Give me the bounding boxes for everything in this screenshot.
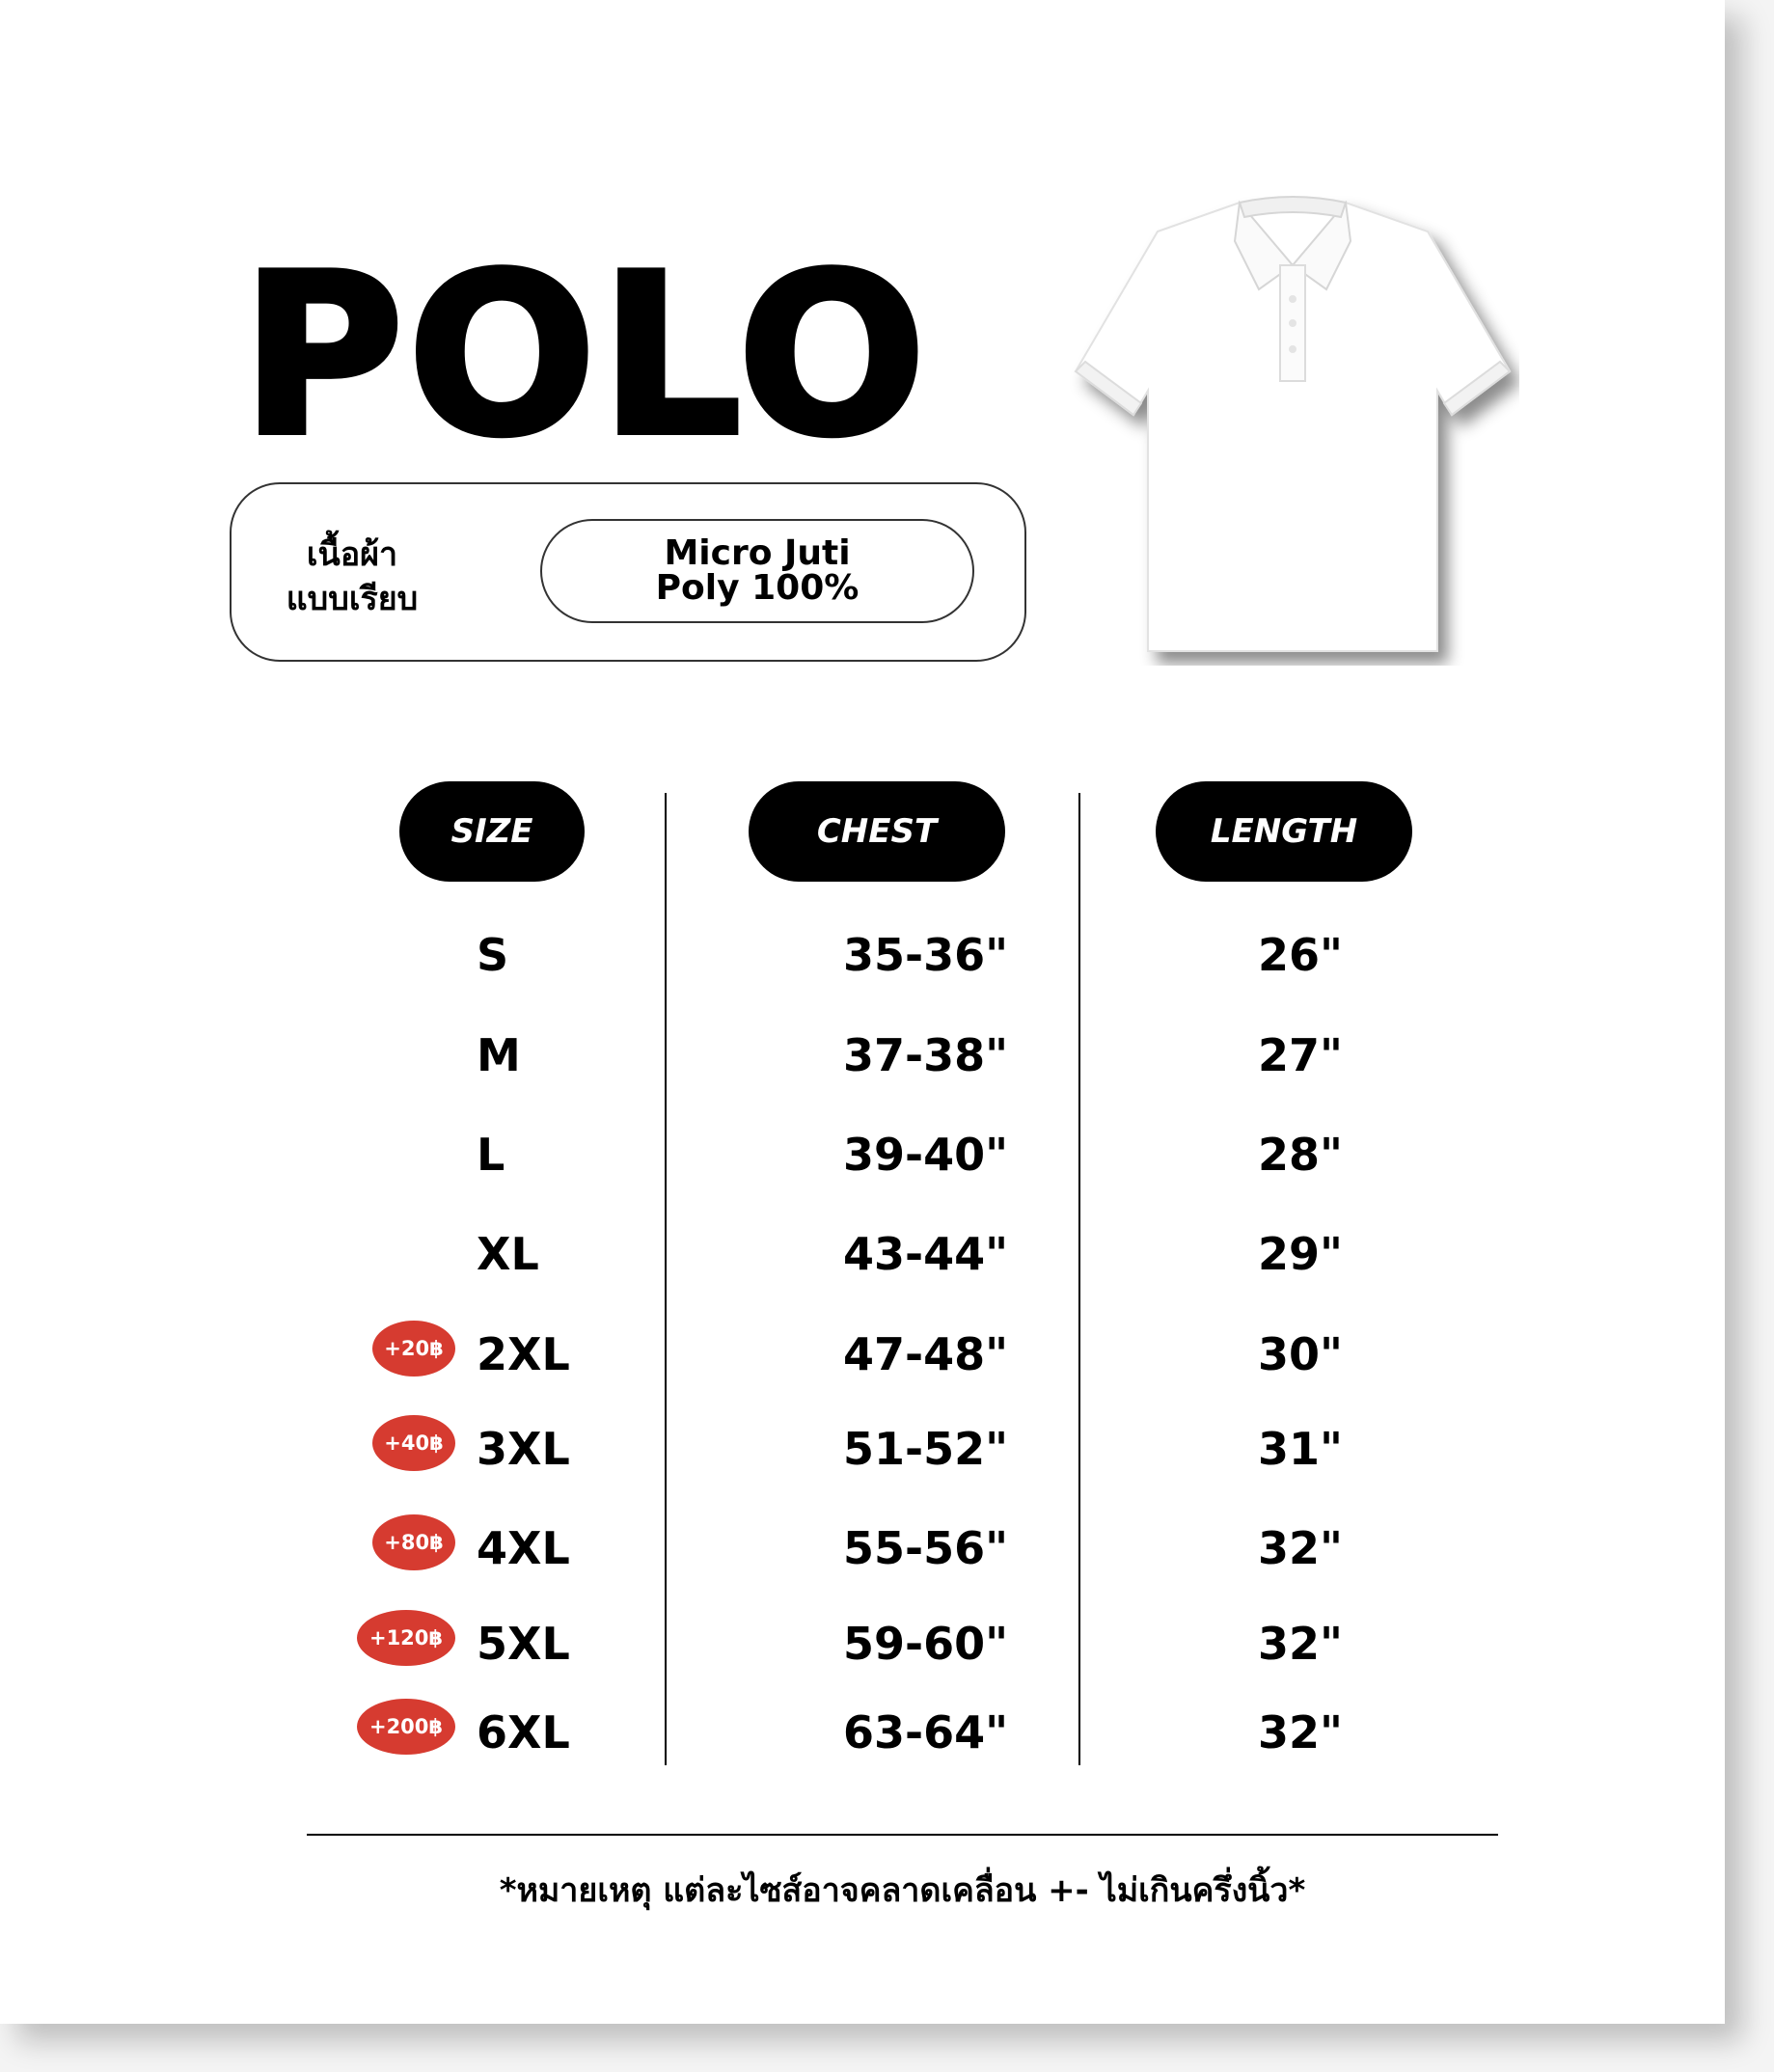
column-header-length: LENGTH [1156,781,1412,882]
surcharge-badge: +40฿ [372,1415,455,1471]
size-cell: 5XL [477,1618,570,1670]
length-cell: 31" [1258,1423,1343,1475]
column-header-chest: CHEST [749,781,1005,882]
chest-cell: 63-64" [843,1706,1009,1758]
surcharge-badge: +200฿ [357,1699,455,1755]
surcharge-badge: +20฿ [372,1321,455,1377]
column-header-size: SIZE [399,781,585,882]
surcharge-badge: +120฿ [357,1610,455,1666]
fabric-label-line: แบบเรียบ [286,580,419,618]
column-divider [1078,793,1080,1765]
fabric-info-box [230,482,1026,662]
fabric-value-line: Micro Juti [664,533,851,573]
length-cell: 32" [1258,1522,1343,1574]
column-divider [665,793,667,1765]
size-cell: XL [477,1228,539,1280]
fabric-value-line: Poly 100% [655,568,860,608]
chest-cell: 35-36" [843,929,1009,981]
surcharge-badge: +80฿ [372,1514,455,1570]
chest-cell: 37-38" [843,1029,1009,1081]
size-cell: L [477,1129,505,1181]
product-title: POLO [241,228,930,485]
length-cell: 28" [1258,1129,1343,1181]
chest-cell: 43-44" [843,1228,1009,1280]
polo-shirt-icon [1066,183,1519,666]
chest-cell: 59-60" [843,1618,1009,1670]
fabric-value-pill [540,519,974,623]
fabric-label [270,532,434,621]
size-cell: 3XL [477,1423,570,1475]
length-cell: 32" [1258,1618,1343,1670]
size-cell: 2XL [477,1328,570,1380]
chest-cell: 47-48" [843,1328,1009,1380]
length-cell: 26" [1258,929,1343,981]
length-cell: 27" [1258,1029,1343,1081]
size-cell: 6XL [477,1706,570,1758]
size-cell: M [477,1029,521,1081]
chest-cell: 55-56" [843,1522,1009,1574]
disclaimer-note: *หมายเหตุ แต่ละไซส์อาจคลาดเคลื่อน +- ไม่เกินครึ่งนิ้ว* [499,1871,1306,1910]
chest-cell: 51-52" [843,1423,1009,1475]
length-cell: 32" [1258,1706,1343,1758]
fabric-label-line: เนื้อผ้า [306,535,398,574]
size-cell: 4XL [477,1522,570,1574]
length-cell: 29" [1258,1228,1343,1280]
footer-divider [307,1834,1498,1836]
length-cell: 30" [1258,1328,1343,1380]
chest-cell: 39-40" [843,1129,1009,1181]
size-cell: S [477,929,509,981]
